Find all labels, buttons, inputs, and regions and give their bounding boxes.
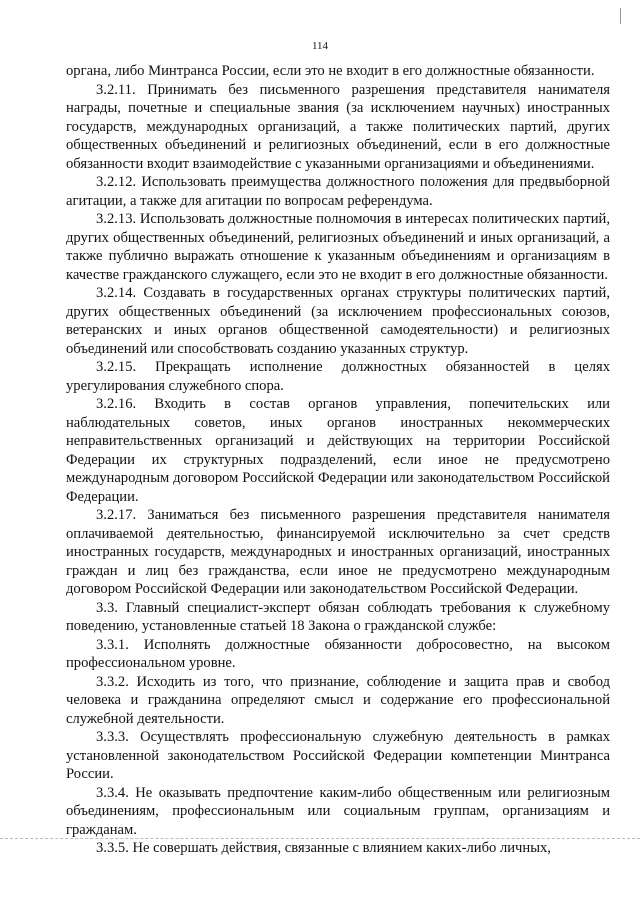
- scan-fold-line: [0, 838, 640, 839]
- paragraph: 3.2.14. Создавать в государственных органах структуры политических партий, других общественных объединений (за исключением профессиональных союзов, ветеранских и иных органов общественной самодеятельности) и религиозных объединений или способствовать созданию указанных структур.: [66, 285, 610, 357]
- document-body: [66, 62, 610, 858]
- page-number: 114: [311, 40, 329, 52]
- paragraph: 3.3.2. Исходить из того, что признание, соблюдение и защита прав и свобод человека и гражданина определяют смысл и содержание его профессиональной служебной деятельности.: [66, 673, 610, 727]
- paragraph: 3.3.5. Не совершать действия, связанные с влиянием каких-либо личных,: [96, 840, 551, 856]
- paragraph: 3.2.15. Прекращать исполнение должностных обязанностей в целях урегулирования служебного спора.: [66, 359, 610, 394]
- paragraph: 3.3. Главный специалист-эксперт обязан соблюдать требования к служебному поведению, установленные статьей 18 Закона о гражданской службе:: [66, 599, 610, 634]
- paragraph: 3.2.11. Принимать без письменного разрешения представителя нанимателя награды, почетные и специальные звания (за исключением научных) иностранных государств, международных организаций, а также политических партий, других общественных объединений и религиозных объединений, если в его должностные обязанности входит взаимодействие с указанными организациями и объединениями.: [66, 81, 610, 172]
- scan-artifact: [620, 8, 621, 24]
- paragraph: 3.3.4. Не оказывать предпочтение каким-либо общественным или религиозным объединениям, профессиональным или социальным группам, организациям и гражданам.: [66, 784, 610, 838]
- paragraph: органа, либо Минтранса России, если это не входит в его должностные обязанности.: [66, 63, 595, 79]
- paragraph: 3.2.12. Использовать преимущества должностного положения для предвыборной агитации, а также для агитации по вопросам референдума.: [66, 174, 610, 209]
- paragraph: 3.2.16. Входить в состав органов управления, попечительских или наблюдательных советов, иных органов иностранных некоммерческих неправительственных организаций и действующих на территории Российской Федерации их структурных подразделений, если иное не предусмотрено международным договором Российской Федерации или законодательством Российской Федерации.: [66, 396, 610, 505]
- paragraph: 3.3.3. Осуществлять профессиональную служебную деятельность в рамках установленной законодательством Российской Федерации компетенции Минтранса России.: [66, 729, 610, 782]
- paragraph: 3.3.1. Исполнять должностные обязанности добросовестно, на высоком профессиональном уровне.: [66, 636, 610, 671]
- paragraph: 3.2.13. Использовать должностные полномочия в интересах политических партий, других общественных объединений, религиозных объединений и иных организаций, а также публично выражать отношение к указанным объединениям и организациям в качестве гражданского служащего, если это не входит в его должностные обязанности.: [66, 211, 610, 283]
- paragraph: 3.2.17. Заниматься без письменного разрешения представителя нанимателя оплачиваемой деятельностью, финансируемой исключительно за счет средств иностранных государств, международных и иностранных организаций, иностранных граждан и лиц без гражданства, если иное не предусмотрено международным договором Российской Федерации или законодательством Российской Федерации.: [66, 507, 610, 597]
